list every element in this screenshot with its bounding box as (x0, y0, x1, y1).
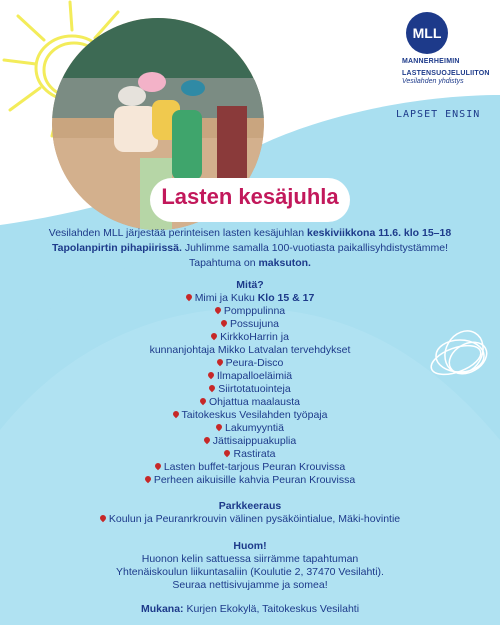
tagline: LAPSET ENSIN (396, 109, 481, 120)
intro-p1a: Vesilahden MLL järjestää perinteisen lasten kesäjuhlan (48, 227, 307, 239)
logo-mark: MLL (406, 12, 448, 54)
program-item: Possujuna (40, 318, 460, 331)
notice-line2: Yhtenäiskoulun liikuntasaliin (Koulutie 2, 37470 Vesilahti). (116, 566, 384, 578)
program-item: KirkkoHarrin ja (40, 331, 460, 344)
program-section (40, 279, 460, 487)
program-item: Ohjattua maalausta (40, 396, 460, 409)
program-item: Lasten buffet-tarjous Peuran Krouvissa (40, 461, 460, 474)
logo-name-line1: MANNERHEIMIN (402, 58, 460, 65)
map-pin-icon (214, 306, 222, 314)
program-item: Pomppulinna (40, 305, 460, 318)
intro-p3a: Tapahtuma on (189, 257, 259, 269)
intro-free: maksuton. (258, 257, 311, 269)
program-item: Taitokeskus Vesilahden työpaja (40, 409, 460, 422)
intro-p2b: Juhlimme samalla 100-vuotiasta paikallisyhdistystämme! (181, 242, 449, 254)
logo-name-line2: LASTENSUOJELULIITON (402, 70, 490, 77)
parking-heading: Parkkeeraus (218, 500, 282, 512)
weather-notice (40, 540, 460, 592)
program-item: Ilmapalloeläimiä (40, 370, 460, 383)
notice-line1: Huonon kelin sattuessa siirrämme tapahtuman (141, 553, 359, 565)
notice-heading: Huom! (233, 540, 267, 552)
program-item: Perheen aikuisille kahvia Peuran Krouvissa (40, 474, 460, 487)
partners (40, 603, 460, 616)
map-pin-icon (220, 319, 228, 327)
program-item: Mimi ja Kuku Klo 15 & 17 (40, 292, 460, 305)
intro-place: Tapolanpirtin pihapiirissä. (51, 242, 182, 254)
parking-section (40, 500, 460, 526)
intro-text (40, 226, 460, 271)
map-pin-icon (215, 358, 223, 366)
page-title: Lasten kesäjuhla (161, 184, 339, 209)
map-pin-icon (208, 384, 216, 392)
partners-text: Kurjen Ekokylä, Taitokeskus Vesilahti (183, 603, 360, 615)
mll-logo (402, 12, 494, 86)
map-pin-icon (184, 293, 192, 301)
program-item: Lakumyyntiä (40, 422, 460, 435)
program-item: Jättisaippuakuplia (40, 435, 460, 448)
map-pin-icon (144, 475, 152, 483)
map-pin-icon (210, 332, 218, 340)
intro-date: keskiviikkona 11.6. klo 15–18 (307, 227, 452, 239)
map-pin-icon (99, 514, 107, 522)
notice-line3: Seuraa nettisivujamme ja somea! (172, 579, 328, 591)
program-heading: Mitä? (236, 279, 264, 291)
map-pin-icon (207, 371, 215, 379)
partners-label: Mukana: (140, 603, 184, 615)
map-pin-icon (154, 462, 162, 470)
map-pin-icon (223, 449, 231, 457)
map-pin-icon (171, 410, 179, 418)
map-pin-icon (215, 423, 223, 431)
map-pin-icon (203, 436, 211, 444)
program-item: Rastirata (40, 448, 460, 461)
parking-text: Koulun ja Peuranrkrouvin välinen pysäköintialue, Mäki-hovintie (40, 513, 460, 526)
scribble-decoration (420, 318, 496, 394)
program-item: Siirtotatuointeja (40, 383, 460, 396)
logo-subtitle: Vesilahden yhdistys (402, 78, 464, 85)
map-pin-icon (199, 397, 207, 405)
program-item: Peura-Disco (40, 357, 460, 370)
program-item: kunnanjohtaja Mikko Latvalan tervehdykset (149, 344, 351, 356)
